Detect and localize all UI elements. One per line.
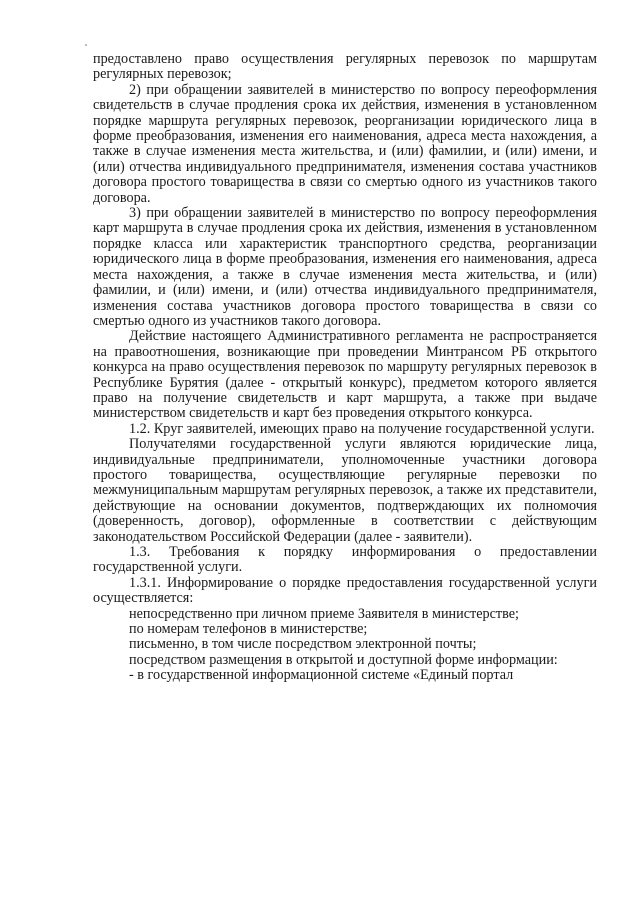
section-heading-1-3-1: 1.3.1. Информирование о порядке предоставления государственной услуги осуществляется: xyxy=(93,574,597,607)
paragraph-scope: Действие настоящего Административного регламента не распространяется на правоотношения, возникающие при проведении Минтрансом РБ открытого конкурса на право осуществления перевозок по маршруту регулярных перевозок в Республике Бурятия (далее - открытый конкурс), предметом которого является право на получение свидетельств и карт маршрута, а также при выдаче министерством свидетельств и карт без проведения открытого конкурса. xyxy=(93,328,597,422)
list-item-open-information: посредством размещения в открытой и доступной форме информации: xyxy=(129,651,558,668)
scan-speck xyxy=(85,44,87,46)
section-heading-1-3: 1.3. Требования к порядку информирования о предоставлении государственной услуги. xyxy=(93,544,597,576)
list-item-personal-reception: непосредственно при личном приеме Заявителя в министерстве; xyxy=(129,605,519,622)
list-item-state-portal: - в государственной информационной системе «Единый портал xyxy=(129,667,514,684)
list-item-written: письменно, в том числе посредством электронной почты; xyxy=(129,636,477,653)
paragraph-item-2: 2) при обращении заявителей в министерство по вопросу переоформления свидетельств в случае продления срока их действия, изменения в установленном порядке маршрута регулярных перевозок, реорганизации юридического лица в форме преобразования, изменения его наименования, адреса места нахождения, а также в случае изменения места жительства, и (или) фамилии, и (или) имени, и (или) отчества индивидуального предпринимателя, изменения состава участников договора простого товарищества в связи со смертью одного из участников такого договора. xyxy=(93,81,597,206)
paragraph-item-3: 3) при обращении заявителей в министерство по вопросу переоформления карт маршрута в случае продления срока их действия, изменения в установленном порядке класса или характеристик транспортного средства, реорганизации юридического лица в форме преобразования, изменения его наименования, адреса места нахождения, а также в случае изменения места жительства, и (или) фамилии, и (или) имени, и (или) отчества индивидуального предпринимателя, изменения состава участников договора простого товарищества в связи со смертью одного из участников такого договора. xyxy=(93,205,597,329)
list-item-phone: по номерам телефонов в министерстве; xyxy=(129,621,368,638)
paragraph-recipients: Получателями государственной услуги являются юридические лица, индивидуальные предприниматели, уполномоченные участники договора простого товарищества, осуществляющие регулярные перевозки по межмуниципальным маршрутам регулярных перевозок, а также их представители, действующие на основании документов, подтверждающих их полномочия (доверенность, договор), оформленные в соответствии с действующим законодательством Российской Федерации (далее - заявители). xyxy=(93,436,597,545)
paragraph-continuation: предоставлено право осуществления регулярных перевозок по маршрутам регулярных перевозок; xyxy=(93,51,597,83)
section-heading-1-2: 1.2. Круг заявителей, имеющих право на получение государственной услуги. xyxy=(129,420,595,437)
document-body xyxy=(93,52,597,684)
